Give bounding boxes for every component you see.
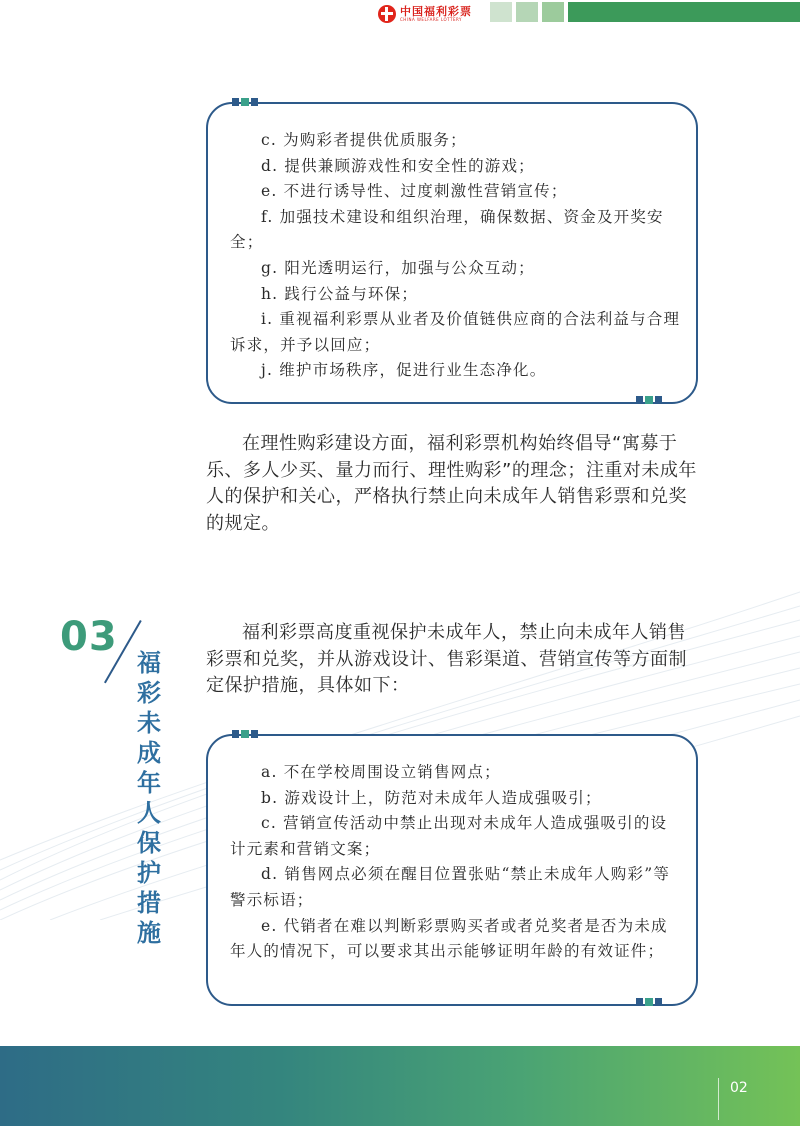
box-bottom-decoration [636,396,662,404]
list-item: c. 营销宣传活动中禁止出现对未成年人造成强吸引的设计元素和营销文案； [230,814,668,858]
header-color-bar-3 [542,2,564,22]
list-item: j. 维护市场秩序，促进行业生态净化。 [261,361,547,380]
list-item: e. 代销者在难以判断彩票购买者或者兑奖者是否为未成年人的情况下，可以要求其出示能够证明年龄的有效证件； [230,916,668,961]
box-top-decoration [232,730,258,738]
logo-chinese-text: 中国福利彩票 [400,5,472,18]
box-bottom-decoration [636,998,662,1006]
header-color-bar-4 [568,2,800,22]
footer-gradient-band [0,1046,800,1126]
header-color-bar-1 [490,2,512,22]
list-item: f. 加强技术建设和组织治理，确保数据、资金及开奖安全； [230,207,664,252]
minor-protection-paragraph: 福利彩票高度重视保护未成年人，禁止向未成年人销售彩票和兑奖，并从游戏设计、售彩渠道、营销宣传等方面制定保护措施，具体如下： [206,622,687,696]
rational-purchase-paragraph: 在理性购彩建设方面，福利彩票机构始终倡导“寓募于乐、多人少买、量力而行、理性购彩”的理念；注重对未成年人的保护和关心，严格执行禁止向未成年人销售彩票和兑奖的规定。 [206,433,697,534]
list-item: h. 践行公益与环保； [261,284,419,303]
footer-divider [718,1078,719,1120]
minor-protection-measures-box [206,734,698,1006]
list-item: i. 重视福利彩票从业者及价值链供应商的合法利益与合理诉求，并予以回应； [230,310,681,354]
list-item: b. 游戏设计上，防范对未成年人造成强吸引； [261,788,602,807]
header-color-bar-2 [516,2,538,22]
list-item: c. 为购彩者提供优质服务； [261,131,467,149]
box-top-decoration [232,98,258,106]
page-number: 02 [730,1080,748,1096]
list-item: e. 不进行诱导性、过度刺激性营销宣传； [261,182,568,201]
list-item: d. 销售网点必须在醒目位置张贴“禁止未成年人购彩”等警示标语； [230,865,671,909]
section-title: 福彩未成年人保护措施 [137,649,161,947]
list-item: d. 提供兼顾游戏性和安全性的游戏； [261,156,535,175]
list-item: g. 阳光透明运行，加强与公众互动； [261,258,535,277]
list-item: a. 不在学校周围设立销售网点； [261,763,501,781]
china-welfare-lottery-logo [378,4,472,24]
lottery-logo-icon [378,5,396,23]
logo-english-text: CHINA WELFARE LOTTERY [400,17,462,22]
section-number: 03 [60,614,118,660]
principles-box [206,102,698,404]
